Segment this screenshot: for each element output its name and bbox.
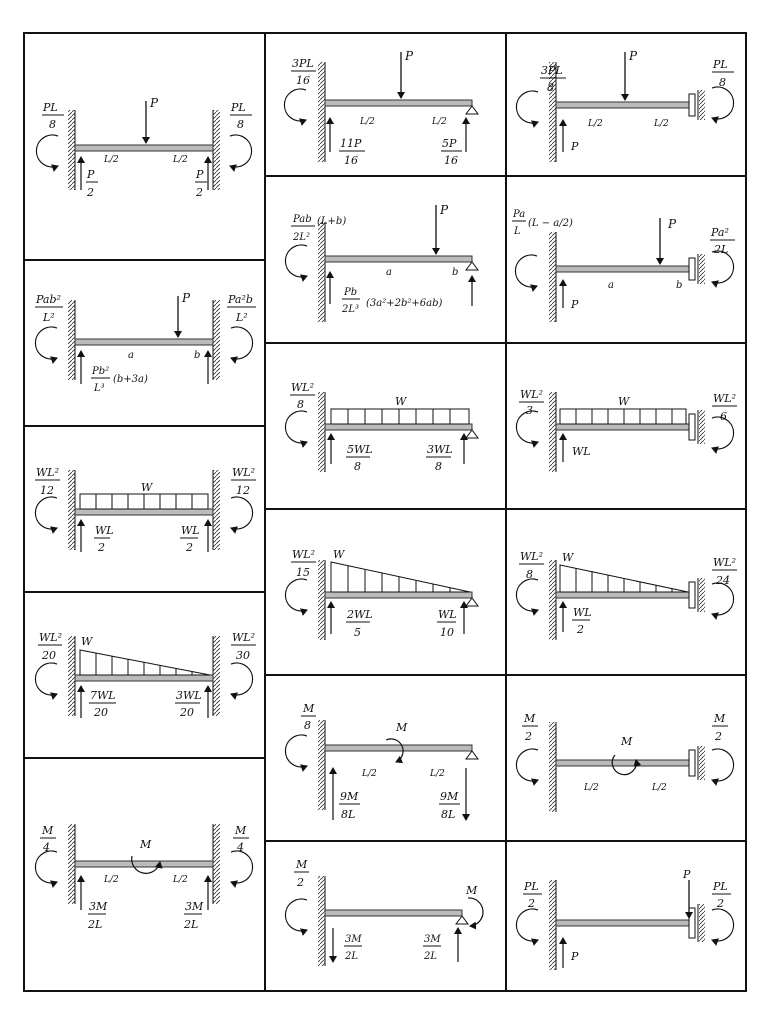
formula-label: 2L² xyxy=(293,232,311,243)
guided-support xyxy=(689,578,705,612)
formula-label: 2L xyxy=(424,951,438,962)
formula-label: P xyxy=(87,168,95,181)
formula-label: 20 xyxy=(94,706,108,719)
formula-label: 2 xyxy=(528,897,535,910)
triangular-load xyxy=(331,562,470,592)
formula-label: PL xyxy=(713,880,728,893)
beam xyxy=(75,861,213,867)
beam xyxy=(325,424,472,430)
beam xyxy=(556,102,689,108)
right-moment-den: 8 xyxy=(237,118,244,131)
formula-label: 2 xyxy=(297,876,304,889)
cell-fixed-fixed-udl xyxy=(35,466,256,554)
formula-label: Pab² xyxy=(36,293,61,306)
formula-label: 2L xyxy=(88,918,103,931)
formula-label: (3a²+2b²+6ab) xyxy=(366,298,443,309)
beam xyxy=(325,592,472,598)
formula-label: L/2 xyxy=(652,783,667,793)
formula-label: 2L xyxy=(714,243,729,256)
formula-label: 3M xyxy=(89,900,108,913)
formula-label: WL² xyxy=(520,550,544,563)
cell-propped-udl xyxy=(285,381,478,473)
formula-label: P xyxy=(440,203,449,217)
formula-label: WL xyxy=(573,606,592,619)
formula-label: L³ xyxy=(94,383,105,394)
formula-label: M xyxy=(621,735,633,748)
cell-fixed-fixed-center-moment xyxy=(35,824,252,931)
formula-label: W xyxy=(562,551,574,564)
cell-fixed-guided-center-load xyxy=(516,49,734,162)
cell-propped-center-moment xyxy=(285,702,478,821)
formula-label: Pa²b xyxy=(228,293,253,306)
formula-label: (L − a/2) xyxy=(528,218,573,229)
cell-propped-triangular xyxy=(285,548,478,640)
formula-label: 5 xyxy=(354,626,361,639)
pin-support xyxy=(466,598,478,606)
formula-label: 8 xyxy=(547,81,554,94)
formula-label: M xyxy=(396,721,408,734)
formula-label: L/2 xyxy=(588,119,603,129)
formula-label: 3M xyxy=(424,934,441,945)
formula-label: 2L³ xyxy=(342,304,360,315)
formula-label: L² xyxy=(43,311,55,324)
formula-label: 2 xyxy=(717,897,724,910)
beam xyxy=(556,760,689,766)
formula-label: 9M xyxy=(440,790,459,803)
formula-label: WL² xyxy=(291,381,315,394)
formula-label: 3 xyxy=(526,404,533,417)
triangular-load xyxy=(80,650,210,675)
formula-label: M xyxy=(140,838,152,851)
applied-moment xyxy=(468,898,483,926)
formula-label: P xyxy=(629,49,638,63)
formula-label: W xyxy=(141,481,153,494)
beam xyxy=(556,592,689,598)
formula-label: WL xyxy=(438,608,457,621)
beam xyxy=(75,675,213,681)
pin-support xyxy=(466,751,478,759)
pin-support xyxy=(466,106,478,114)
formula-label: P xyxy=(571,950,579,963)
formula-label: WL² xyxy=(292,548,316,561)
formula-label: M xyxy=(296,858,308,871)
formula-label: L/2 xyxy=(430,769,445,779)
formula-label: 2 xyxy=(196,186,203,199)
beam xyxy=(325,910,462,916)
formula-label: WL² xyxy=(713,392,737,405)
formula-label: 12 xyxy=(40,484,54,497)
formula-label: a xyxy=(386,267,392,278)
formula-label: 3WL xyxy=(176,689,202,702)
formula-label: W xyxy=(618,395,630,408)
formula-label: Pb² xyxy=(92,366,110,377)
formula-label: WL² xyxy=(232,631,256,644)
formula-label: 8 xyxy=(297,398,304,411)
formula-label: 20 xyxy=(42,649,56,662)
pin-support xyxy=(456,916,468,924)
formula-label: M xyxy=(714,712,726,725)
formula-label: 2L xyxy=(345,951,359,962)
formula-label: M xyxy=(303,702,315,715)
formula-label: 5P xyxy=(442,137,457,150)
formula-label: 20 xyxy=(180,706,194,719)
cell-fixed-fixed-center-load xyxy=(36,96,252,199)
formula-label: 2 xyxy=(186,541,193,554)
formula-label: L² xyxy=(236,311,248,324)
formula-label: WL xyxy=(181,524,200,537)
formula-label: 24 xyxy=(716,574,730,587)
udl-block xyxy=(560,409,686,424)
formula-label: 3WL xyxy=(427,443,453,456)
formula-label: 3PL xyxy=(541,64,563,77)
formula-label: M xyxy=(42,824,54,837)
formula-label: WL² xyxy=(39,631,63,644)
formula-label: 30 xyxy=(236,649,250,662)
cell-fixed-guided-end-load xyxy=(516,868,733,970)
load-label: P xyxy=(150,96,159,110)
formula-label: M xyxy=(235,824,247,837)
formula-label: PL xyxy=(713,58,728,71)
left-moment-num: PL xyxy=(43,101,58,114)
formula-label: 3PL xyxy=(292,57,314,70)
formula-label: Pab xyxy=(293,214,312,225)
formula-label: WL² xyxy=(713,556,737,569)
formula-label: 10 xyxy=(440,626,454,639)
formula-label: 2 xyxy=(87,186,94,199)
formula-label: b xyxy=(452,267,459,278)
formula-label: 11P xyxy=(340,137,362,150)
formula-label: 3M xyxy=(185,900,204,913)
formula-label: 7WL xyxy=(90,689,116,702)
formula-label: L/2 xyxy=(584,783,599,793)
formula-label: 8L xyxy=(341,808,356,821)
beam xyxy=(75,509,213,515)
formula-label: 16 xyxy=(344,154,358,167)
cell-fixed-guided-offset-load xyxy=(512,209,735,322)
formula-label: (L+b) xyxy=(317,216,347,227)
formula-label: WL² xyxy=(36,466,60,479)
formula-label: 12 xyxy=(236,484,250,497)
formula-label: 15 xyxy=(296,566,310,579)
beam xyxy=(325,745,472,751)
formula-label: WL xyxy=(572,445,591,458)
formula-label: W xyxy=(81,635,93,648)
formula-label: 16 xyxy=(444,154,458,167)
formula-label: WL xyxy=(95,524,114,537)
formula-label: L/2 xyxy=(654,119,669,129)
formula-label: P xyxy=(683,868,691,881)
formula-label: 8 xyxy=(435,460,442,473)
pin-support xyxy=(466,262,478,270)
formula-label: 2 xyxy=(577,623,584,636)
guided-support xyxy=(689,90,705,120)
formula-label: Pa xyxy=(513,209,526,220)
formula-label: P xyxy=(182,291,191,305)
formula-label: 6 xyxy=(720,410,727,423)
guided-support xyxy=(689,746,705,780)
udl-block xyxy=(331,409,469,424)
formula-label: L/2 xyxy=(104,875,119,885)
formula-label: P xyxy=(668,217,677,231)
formula-label: W xyxy=(395,395,407,408)
formula-label: 16 xyxy=(296,74,310,87)
left-moment-den: 8 xyxy=(49,118,56,131)
formula-label: 2 xyxy=(525,730,532,743)
beam xyxy=(325,100,472,106)
formula-label: 4 xyxy=(43,841,50,854)
formula-label: P xyxy=(405,49,414,63)
formula-label: L/2 xyxy=(432,117,447,127)
formula-label: L/2 xyxy=(360,117,375,127)
guided-support xyxy=(689,904,705,942)
formula-label: 2L xyxy=(184,918,199,931)
formula-label: M xyxy=(524,712,536,725)
cell-propped-offset-load xyxy=(285,203,478,322)
cell-fixed-fixed-triangular xyxy=(35,631,256,719)
formula-label: a xyxy=(128,350,134,361)
beam xyxy=(556,424,689,430)
beam xyxy=(75,145,213,151)
beam xyxy=(556,920,689,926)
cell-fixed-guided-udl xyxy=(516,388,737,472)
right-moment-num: PL xyxy=(231,101,246,114)
pin-support xyxy=(466,430,478,438)
formula-label: 2 xyxy=(98,541,105,554)
formula-label: b xyxy=(194,350,201,361)
formula-label: 8 xyxy=(526,568,533,581)
guided-support xyxy=(689,410,705,444)
formula-label: PL xyxy=(524,880,539,893)
cell-propped-end-moment xyxy=(285,858,483,966)
formula-label: L xyxy=(514,226,521,237)
formula-label: (b+3a) xyxy=(113,374,148,385)
formula-label: 2 xyxy=(715,730,722,743)
formula-label: M xyxy=(466,884,478,897)
formula-label: Pa² xyxy=(711,226,729,239)
cell-fixed-guided-center-moment xyxy=(516,712,733,812)
formula-label: 8 xyxy=(304,719,311,732)
formula-label: L/2 xyxy=(104,155,119,165)
formula-label: 8 xyxy=(719,76,726,89)
formula-label: P xyxy=(571,140,579,153)
formula-label: 5WL xyxy=(347,443,373,456)
formula-label: WL² xyxy=(232,466,256,479)
cell-fixed-fixed-offset-load xyxy=(35,291,256,394)
formula-label: a xyxy=(608,280,614,291)
formula-label: L/2 xyxy=(173,155,188,165)
formula-label: 9M xyxy=(340,790,359,803)
beam xyxy=(556,266,689,272)
formula-label: WL² xyxy=(520,388,544,401)
formula-label: 8 xyxy=(354,460,361,473)
formula-label: b xyxy=(676,280,683,291)
formula-label: W xyxy=(333,548,345,561)
formula-label: Pb xyxy=(344,287,358,298)
formula-label: P xyxy=(571,298,579,311)
formula-label: 3M xyxy=(345,934,362,945)
formula-label: L/2 xyxy=(362,769,377,779)
beam xyxy=(325,256,472,262)
guided-support xyxy=(689,254,705,284)
formula-label: P xyxy=(196,168,204,181)
cell-fixed-guided-triangular xyxy=(516,550,737,640)
formula-label: 4 xyxy=(237,841,244,854)
formula-label: 2WL xyxy=(347,608,373,621)
beam xyxy=(75,339,213,345)
formula-label: L/2 xyxy=(173,875,188,885)
formula-label: 8L xyxy=(441,808,456,821)
cell-propped-center-load xyxy=(284,49,478,167)
